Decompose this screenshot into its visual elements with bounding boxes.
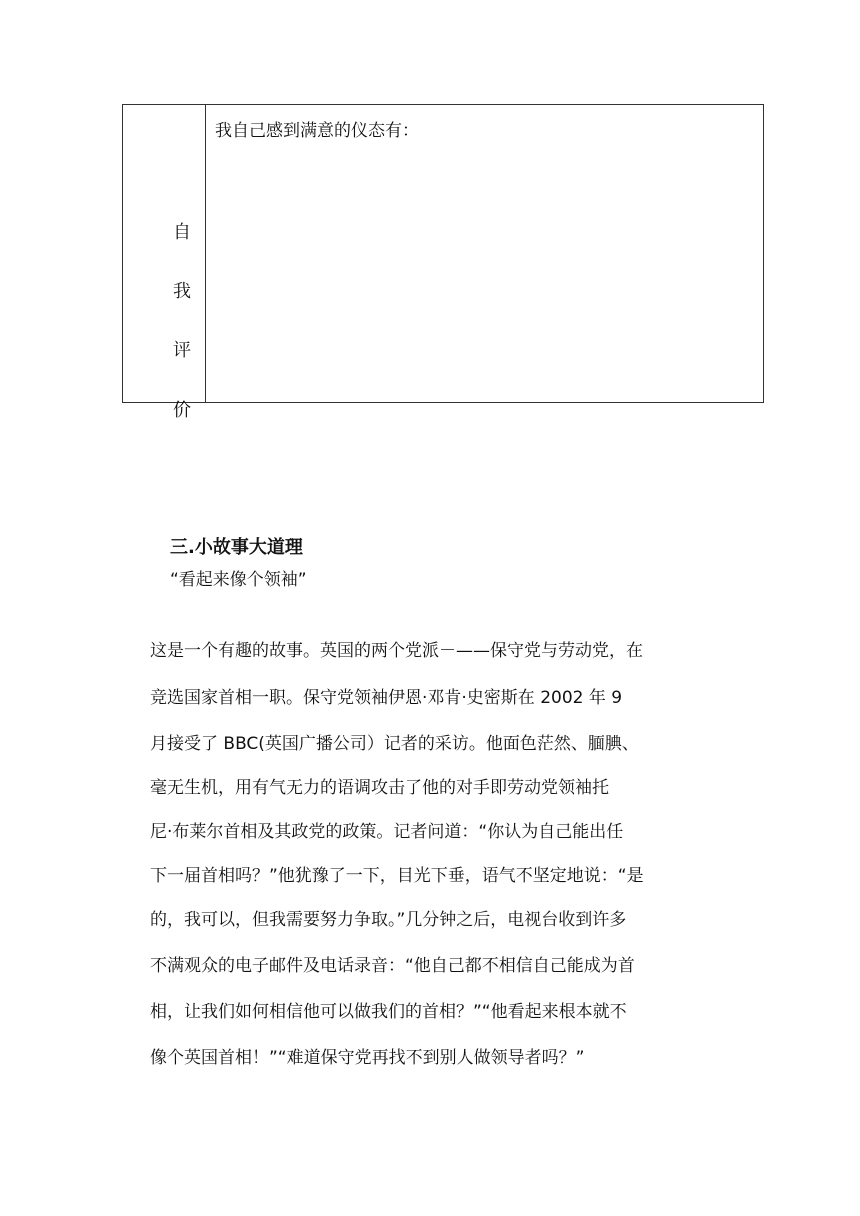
story-paragraph-line: 毫无生机，用有气无力的语调攻击了他的对手即劳动党领袖托 [150, 778, 609, 798]
story-paragraph-line: 的，我可以，但我需要努力争取。”几分钟之后，电视台收到许多 [150, 910, 627, 930]
label-char: 评 [173, 340, 191, 361]
story-paragraph-line: 尼·布莱尔首相及其政党的政策。记者问道：“你认为自己能出任 [150, 822, 624, 842]
story-paragraph-line: 不满观众的电子邮件及电话录音：“他自己都不相信自己能成为首 [150, 956, 635, 976]
satisfied-posture-prompt: 我自己感到满意的仪态有： [215, 121, 419, 141]
story-paragraph-line: 竞选国家首相一职。保守党领袖伊恩·邓肯·史密斯在 2002 年 9 [150, 688, 623, 708]
story-paragraph-line: 月接受了 BBC(英国广播公司）记者的采访。他面色茫然、腼腆、 [150, 734, 639, 754]
self-evaluation-label-column [123, 105, 206, 421]
label-char: 自 [173, 222, 191, 243]
story-paragraph-line: 相，让我们如何相信他可以做我们的首相？”“他看起来根本就不 [150, 1002, 627, 1022]
story-title: “看起来像个领袖” [170, 570, 307, 590]
self-evaluation-content-cell [206, 105, 763, 402]
story-paragraph-line: 下一届首相吗？”他犹豫了一下，目光下垂，语气不坚定地说：“是 [150, 866, 644, 886]
story-paragraph-line: 像个英国首相！”“难道保守党再找不到别人做领导者吗？” [150, 1048, 585, 1068]
self-evaluation-table [122, 104, 764, 421]
section-heading: 三.小故事大道理 [170, 537, 303, 558]
label-char: 价 [173, 400, 191, 421]
story-paragraph-line: 这是一个有趣的故事。英国的两个党派－——保守党与劳动党，在 [150, 641, 643, 661]
label-char: 我 [173, 281, 191, 302]
